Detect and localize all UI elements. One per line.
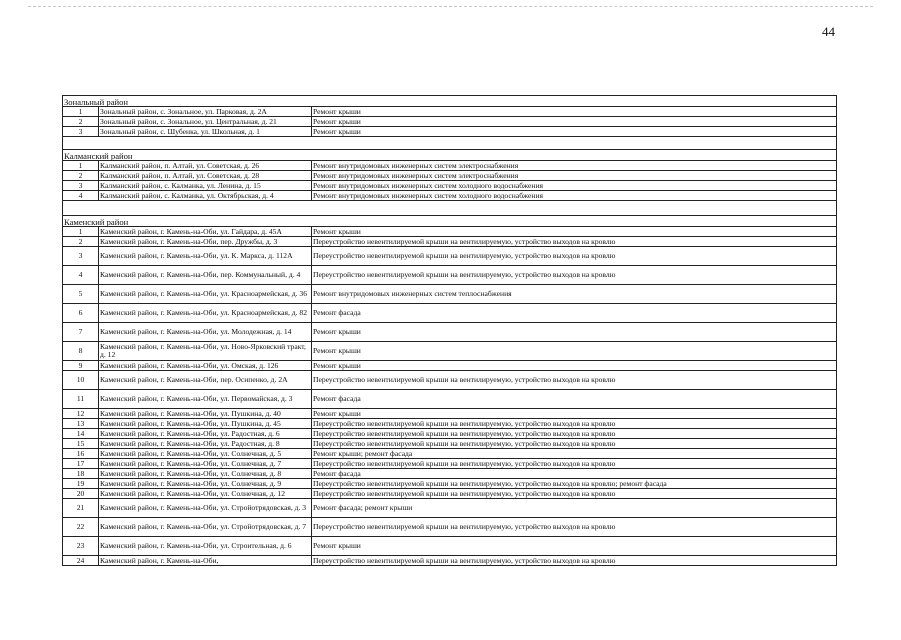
row-number: 24 (63, 556, 99, 566)
row-address: Каменский район, г. Камень-на-Оби, ул. Солнечная, д. 5 (99, 449, 312, 459)
table-row (63, 161, 837, 171)
row-work-type: Ремонт крыши (312, 117, 837, 127)
section-spacer-cell (63, 137, 837, 150)
district-title: Зональный район (63, 96, 837, 107)
row-address: Каменский район, г. Камень-на-Оби, пер. Осипенко, д. 2А (99, 371, 312, 390)
row-number: 3 (63, 127, 99, 137)
row-number: 21 (63, 499, 99, 518)
row-work-type: Ремонт внутридомовых инженерных систем холодного водоснабжения (312, 191, 837, 201)
district-header-row (63, 216, 837, 227)
row-address: Калманский район, с. Калманка, ул. Ленина, д. 15 (99, 181, 312, 191)
row-address: Каменский район, г. Камень-на-Оби, ул. Красноармейская, д. 36 (99, 285, 312, 304)
table-row (63, 459, 837, 469)
table-row (63, 499, 837, 518)
row-work-type: Ремонт крыши (312, 323, 837, 342)
row-address: Каменский район, г. Камень-на-Оби, ул. Пушкина, д. 45 (99, 419, 312, 429)
row-work-type: Переустройство невентилируемой крыши на вентилируемую, устройство выходов на кровлю (312, 556, 837, 566)
row-number: 8 (63, 342, 99, 361)
row-number: 2 (63, 237, 99, 247)
row-number: 12 (63, 409, 99, 419)
row-number: 3 (63, 247, 99, 266)
row-address: Каменский район, г. Камень-на-Оби, ул. Стройотрядовская, д. 3 (99, 499, 312, 518)
row-number: 3 (63, 181, 99, 191)
table-row (63, 489, 837, 499)
row-address: Каменский район, г. Камень-на-Оби, ул. Солнечная, д. 9 (99, 479, 312, 489)
row-address: Зональный район, с. Зональное, ул. Центральная, д. 21 (99, 117, 312, 127)
row-work-type: Ремонт внутридомовых инженерных систем электроснабжения (312, 161, 837, 171)
row-work-type: Ремонт крыши (312, 537, 837, 556)
section-spacer-cell (63, 201, 837, 216)
row-work-type: Ремонт крыши (312, 127, 837, 137)
row-work-type: Ремонт фасада (312, 469, 837, 479)
row-work-type: Ремонт фасада (312, 390, 837, 409)
table-row (63, 323, 837, 342)
row-number: 20 (63, 489, 99, 499)
district-header-row (63, 96, 837, 107)
table-row (63, 127, 837, 137)
row-address: Каменский район, г. Камень-на-Оби, ул. Красноармейская, д. 82 (99, 304, 312, 323)
table-row (63, 537, 837, 556)
row-number: 11 (63, 390, 99, 409)
row-number: 1 (63, 161, 99, 171)
table-row (63, 390, 837, 409)
row-number: 4 (63, 191, 99, 201)
row-address: Каменский район, г. Камень-на-Оби, ул. Радостная, д. 8 (99, 439, 312, 449)
table-row (63, 237, 837, 247)
row-number: 23 (63, 537, 99, 556)
section-spacer (63, 201, 837, 216)
row-work-type: Ремонт крыши (312, 107, 837, 117)
table-row (63, 409, 837, 419)
row-number: 6 (63, 304, 99, 323)
row-address: Каменский район, г. Камень-на-Оби, пер. Дружбы, д. 3 (99, 237, 312, 247)
table-row (63, 439, 837, 449)
row-work-type: Переустройство невентилируемой крыши на вентилируемую, устройство выходов на кровлю (312, 266, 837, 285)
row-number: 7 (63, 323, 99, 342)
table-row (63, 304, 837, 323)
table-row (63, 181, 837, 191)
table-row (63, 449, 837, 459)
table-row (63, 191, 837, 201)
row-work-type: Переустройство невентилируемой крыши на вентилируемую, устройство выходов на кровлю (312, 371, 837, 390)
district-title: Калманский район (63, 150, 837, 161)
row-number: 13 (63, 419, 99, 429)
row-work-type: Ремонт фасада; ремонт крыши (312, 499, 837, 518)
row-number: 9 (63, 361, 99, 371)
table-row (63, 266, 837, 285)
row-address: Каменский район, г. Камень-на-Оби, ул. Солнечная, д. 12 (99, 489, 312, 499)
row-number: 1 (63, 227, 99, 237)
row-address: Каменский район, г. Камень-на-Оби, ул. Пушкина, д. 40 (99, 409, 312, 419)
row-work-type: Переустройство невентилируемой крыши на вентилируемую, устройство выходов на кровлю (312, 459, 837, 469)
table-row (63, 479, 837, 489)
table-row (63, 419, 837, 429)
row-address: Каменский район, г. Камень-на-Оби, ул. К. Маркса, д. 112А (99, 247, 312, 266)
row-number: 19 (63, 479, 99, 489)
page-number: 44 (822, 24, 835, 39)
table-row (63, 429, 837, 439)
table-row (63, 556, 837, 566)
row-address: Зональный район, с. Зональное, ул. Парковая, д. 2А (99, 107, 312, 117)
row-address: Каменский район, г. Камень-на-Оби, ул. Строительная, д. 6 (99, 537, 312, 556)
table-row (63, 247, 837, 266)
section-spacer (63, 137, 837, 150)
row-number: 16 (63, 449, 99, 459)
row-address: Каменский район, г. Камень-на-Оби, ул. Омская, д. 126 (99, 361, 312, 371)
table-row (63, 469, 837, 479)
row-address: Каменский район, г. Камень-на-Оби, пер. Коммунальный, д. 4 (99, 266, 312, 285)
row-number: 1 (63, 107, 99, 117)
row-address: Каменский район, г. Камень-на-Оби, (99, 556, 312, 566)
row-work-type: Переустройство невентилируемой крыши на вентилируемую, устройство выходов на кровлю; ремонт фасада (312, 479, 837, 489)
row-work-type: Переустройство невентилируемой крыши на вентилируемую, устройство выходов на кровлю (312, 518, 837, 537)
table-row (63, 117, 837, 127)
row-number: 17 (63, 459, 99, 469)
row-address: Калманский район, п. Алтай, ул. Советская, д. 26 (99, 161, 312, 171)
table-row (63, 342, 837, 361)
row-work-type: Переустройство невентилируемой крыши на вентилируемую, устройство выходов на кровлю (312, 429, 837, 439)
table-row (63, 285, 837, 304)
row-address: Каменский район, г. Камень-на-Оби, ул. Солнечная, д. 7 (99, 459, 312, 469)
row-address: Каменский район, г. Камень-на-Оби, ул. Молодежная, д. 14 (99, 323, 312, 342)
row-number: 14 (63, 429, 99, 439)
row-address: Каменский район, г. Камень-на-Оби, ул. Ново-Ярковский тракт, д. 12 (99, 342, 312, 361)
table-row (63, 361, 837, 371)
row-address: Каменский район, г. Камень-на-Оби, ул. Солнечная, д. 8 (99, 469, 312, 479)
row-number: 2 (63, 171, 99, 181)
row-number: 5 (63, 285, 99, 304)
row-address: Зональный район, с. Шубенка, ул. Школьная, д. 1 (99, 127, 312, 137)
table-body (63, 96, 837, 566)
row-work-type: Ремонт крыши (312, 361, 837, 371)
row-work-type: Ремонт внутридомовых инженерных систем холодного водоснабжения (312, 181, 837, 191)
row-work-type: Ремонт крыши; ремонт фасада (312, 449, 837, 459)
table-row (63, 371, 837, 390)
table-row (63, 107, 837, 117)
row-work-type: Ремонт крыши (312, 409, 837, 419)
row-number: 4 (63, 266, 99, 285)
row-number: 22 (63, 518, 99, 537)
row-number: 10 (63, 371, 99, 390)
row-work-type: Переустройство невентилируемой крыши на вентилируемую, устройство выходов на кровлю (312, 489, 837, 499)
row-address: Каменский район, г. Камень-на-Оби, ул. Первомайская, д. 3 (99, 390, 312, 409)
row-work-type: Ремонт крыши (312, 227, 837, 237)
row-address: Каменский район, г. Камень-на-Оби, ул. Радостная, д. 6 (99, 429, 312, 439)
row-work-type: Переустройство невентилируемой крыши на вентилируемую, устройство выходов на кровлю (312, 247, 837, 266)
table-row (63, 518, 837, 537)
row-number: 18 (63, 469, 99, 479)
district-title: Каменский район (63, 216, 837, 227)
page-top-edge (28, 6, 873, 7)
table-row (63, 171, 837, 181)
table-row (63, 227, 837, 237)
row-work-type: Переустройство невентилируемой крыши на вентилируемую, устройство выходов на кровлю (312, 237, 837, 247)
district-header-row (63, 150, 837, 161)
row-address: Каменский район, г. Камень-на-Оби, ул. Стройотрядовская, д. 7 (99, 518, 312, 537)
row-work-type: Ремонт внутридомовых инженерных систем теплоснабжения (312, 285, 837, 304)
row-number: 2 (63, 117, 99, 127)
row-address: Калманский район, п. Алтай, ул. Советская, д. 28 (99, 171, 312, 181)
row-address: Калманский район, с. Калманка, ул. Октябрьская, д. 4 (99, 191, 312, 201)
row-number: 15 (63, 439, 99, 449)
row-work-type: Переустройство невентилируемой крыши на вентилируемую, устройство выходов на кровлю (312, 419, 837, 429)
row-work-type: Ремонт внутридомовых инженерных систем электроснабжения (312, 171, 837, 181)
row-work-type: Ремонт крыши (312, 342, 837, 361)
row-work-type: Переустройство невентилируемой крыши на вентилируемую, устройство выходов на кровлю (312, 439, 837, 449)
repair-list-table (62, 95, 837, 566)
row-address: Каменский район, г. Камень-на-Оби, ул. Гайдара, д. 45А (99, 227, 312, 237)
row-work-type: Ремонт фасада (312, 304, 837, 323)
